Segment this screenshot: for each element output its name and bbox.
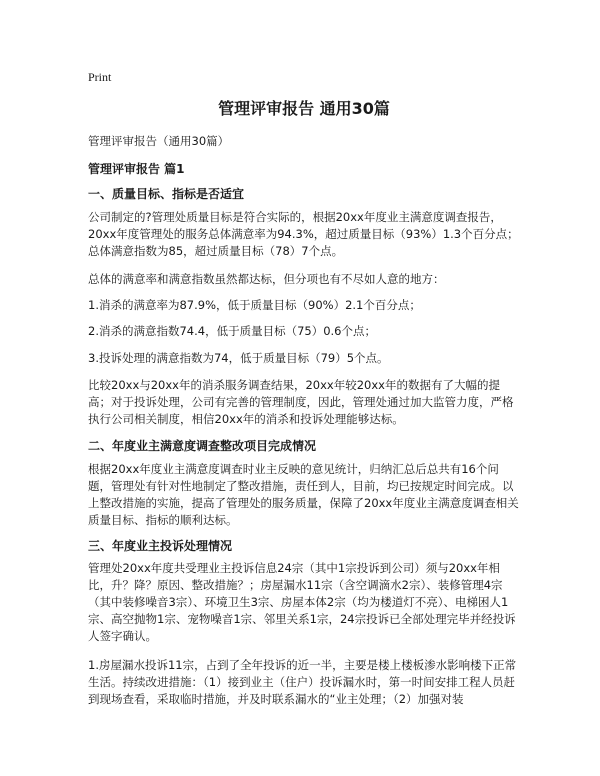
print-label: Print	[88, 70, 112, 84]
section1-paragraph-3: 比较20xx与20xx年的消杀服务调查结果，20xx年较20xx年的数据有了大幅的提高；对于投诉处理，公司有完善的管理制度，因此，管理处通过加大监管力度，严格执行公司相关制度，相信20xx年的消杀和投诉处理能够达标。	[88, 378, 514, 426]
section3-paragraph-2: 1.房屋漏水投诉11宗，占到了全年投诉的近一半，主要是楼上楼板渗水影响楼下正常生活。持续改进措施：（1）接到业主（住户）投诉漏水时，第一时间安排工程人员赶到现场查看，采取临时措施，并及时联系漏水的“业主处理；（2）加强对装	[88, 658, 517, 706]
article-heading: 管理评审报告 篇1	[88, 162, 185, 176]
subtitle: 管理评审报告（通用30篇）	[88, 134, 230, 148]
section1-paragraph-2: 总体的满意率和满意指数虽然都达标，但分项也有不尽如人意的地方：	[88, 272, 445, 286]
section3-heading: 三、年度业主投诉处理情况	[88, 539, 233, 553]
section1-list-item-3: 3.投诉处理的满意指数为74，低于质量目标（79）5个点。	[88, 351, 389, 365]
page-title: 管理评审报告 通用30篇	[218, 99, 390, 118]
section2-heading: 二、年度业主满意度调查整改项目完成情况	[88, 439, 317, 453]
section1-paragraph-1: 公司制定的?管理处质量目标是符合实际的，根据20xx年度业主满意度调查报告，20xx年度管理处的服务总体满意率为94.3%，超过质量目标（93%）1.3个百分点；总体满意指数为85，超过质量目标（78）7个点。	[88, 210, 519, 258]
section1-list-item-2: 2.消杀的满意指数74.4，低于质量目标（75）0.6个点；	[88, 324, 376, 338]
section2-paragraph-1: 根据20xx年度业主满意度调查时业主反映的意见统计，归纳汇总后总共有16个问题，管理处有针对性地制定了整改措施，责任到人，目前，均已按规定时间完成。以上整改措施的实施，提高了管理处的服务质量，保障了20xx年度业主满意度调查相关质量目标、指标的顺利达标。	[88, 462, 519, 527]
section3-paragraph-1: 管理处20xx年度共受理业主投诉信息24宗（其中1宗投诉到公司）须与20xx年相比，升？降？原因、整改措施？；房屋漏水11宗（含空调滴水2宗）、装修管理4宗（其中装修噪音3宗）、环境卫生3宗、房屋本体2宗（均为楼道灯不亮）、电梯困人1宗、高空抛物1宗、宠物噪音1宗、邻里关系1宗，24宗投诉已全部处理完毕并经投诉人签字确认。	[88, 561, 516, 643]
section1-heading: 一、质量目标、指标是否适宜	[88, 187, 245, 201]
section1-list-item-1: 1.消杀的满意率为87.9%，低于质量目标（90%）2.1个百分点；	[88, 298, 421, 312]
